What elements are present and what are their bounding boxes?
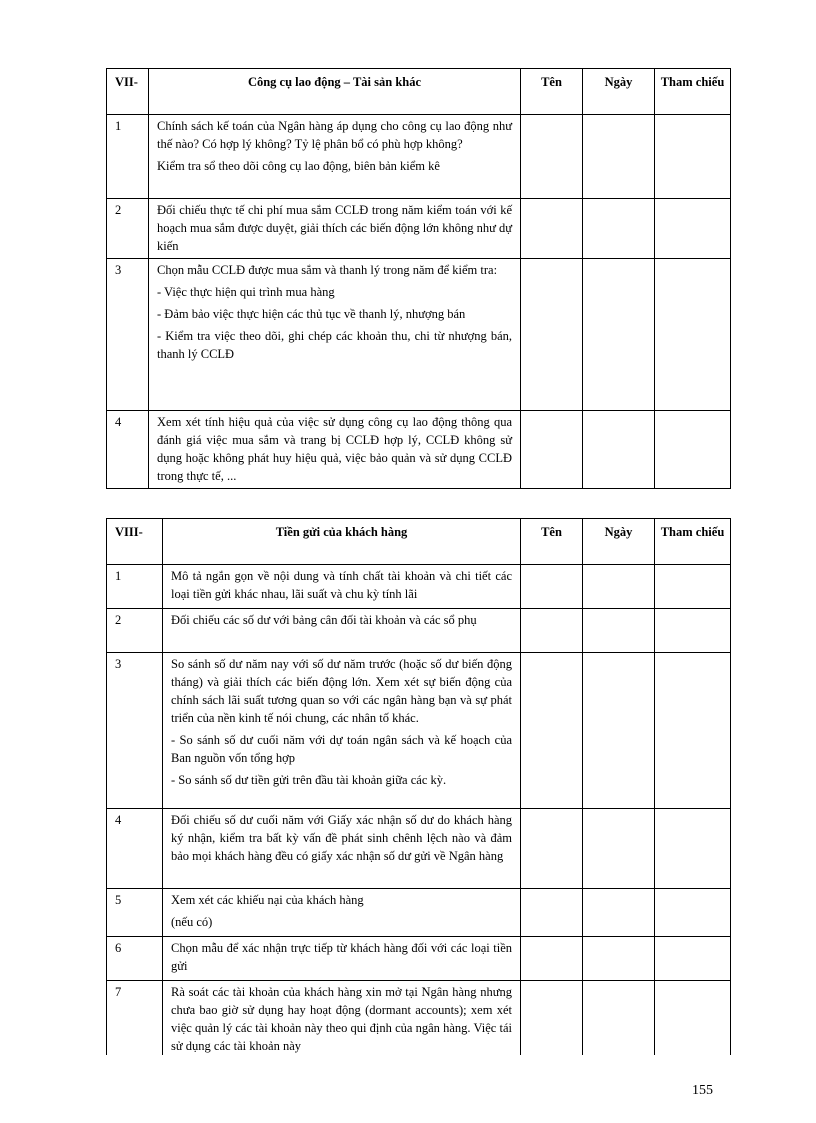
section-title: Tiền gửi của khách hàng: [163, 519, 521, 565]
row-number: 1: [107, 115, 149, 199]
name-cell: [521, 609, 583, 653]
table-row: [107, 259, 731, 411]
header-date: Ngày: [583, 69, 655, 115]
date-cell: [583, 937, 655, 981]
row-text: Chọn mẫu để xác nhận trực tiếp từ khách hàng đối với các loại tiền gửi: [171, 941, 512, 973]
reference-cell: [655, 889, 731, 937]
row-number: 7: [107, 981, 163, 1056]
row-content: [149, 259, 521, 411]
date-cell: [583, 259, 655, 411]
date-cell: [583, 981, 655, 1056]
row-number: 3: [107, 259, 149, 411]
tools-assets-table: [106, 68, 731, 489]
row-content: [163, 889, 521, 937]
table-row: [107, 565, 731, 609]
name-cell: [521, 981, 583, 1056]
row-content: [149, 411, 521, 489]
row-number: 2: [107, 199, 149, 259]
row-text: Xem xét tính hiệu quả của việc sử dụng công cụ lao động thông qua đánh giá việc mua sắm và trang bị CCLĐ hợp lý, CCLĐ không sử dụng hoặc không phát huy hiệu quả, việc bảo quản và sử dụng CCLĐ trong thực tế, ...: [157, 415, 512, 483]
row-text: - Việc thực hiện qui trình mua hàng: [157, 285, 335, 299]
header-reference: Tham chiếu: [655, 69, 731, 115]
name-cell: [521, 809, 583, 889]
name-cell: [521, 411, 583, 489]
row-text: - Kiểm tra việc theo dõi, ghi chép các khoản thu, chi từ nhượng bán, thanh lý CCLĐ: [157, 329, 512, 361]
row-text: Xem xét các khiếu nại của khách hàng: [171, 893, 364, 907]
row-number: 1: [107, 565, 163, 609]
table-row: [107, 115, 731, 199]
row-number: 5: [107, 889, 163, 937]
row-number: 3: [107, 653, 163, 809]
page-number: 155: [692, 1083, 713, 1098]
customer-deposits-table: [106, 518, 731, 1055]
row-content: [163, 653, 521, 809]
table-row: [107, 609, 731, 653]
row-text: Đối chiếu số dư cuối năm với Giấy xác nhận số dư do khách hàng ký nhận, kiểm tra bất kỳ vấn đề phát sinh chênh lệch nào và đảm bảo mọi khách hàng đều có giấy xác nhận số dư gửi về Ngân hàng: [171, 813, 512, 863]
header-date: Ngày: [583, 519, 655, 565]
row-text: Chính sách kế toán của Ngân hàng áp dụng cho công cụ lao động như thế nào? Có hợp lý không? Tỷ lệ phân bổ có phù hợp không?: [157, 119, 512, 151]
reference-cell: [655, 937, 731, 981]
row-content: [163, 609, 521, 653]
reference-cell: [655, 565, 731, 609]
date-cell: [583, 653, 655, 809]
row-text: - Đảm bảo việc thực hiện các thủ tục về thanh lý, nhượng bán: [157, 307, 466, 321]
row-text: So sánh số dư năm nay với số dư năm trước (hoặc số dư biến động tháng) và giải thích các biến động lớn. Xem xét sự biến động của chính sách lãi suất tương quan so với các ngân hàng bạn và sự phát triển của nền kinh tế nói chung, các nhân tố khác.: [171, 657, 512, 725]
row-content: [149, 115, 521, 199]
row-text: Rà soát các tài khoản của khách hàng xin mở tại Ngân hàng nhưng chưa bao giờ sử dụng hay hoạt động (dormant accounts); xem xét việc quản lý các tài khoản này theo qui định của ngân hàng. Việc tái sử dụng các tài khoản này: [171, 985, 512, 1053]
name-cell: [521, 565, 583, 609]
row-number: 2: [107, 609, 163, 653]
date-cell: [583, 565, 655, 609]
table-row: [107, 809, 731, 889]
row-text: Đối chiếu các số dư với bảng cân đối tài khoản và các sổ phụ: [171, 613, 477, 627]
row-text: - So sánh số dư cuối năm với dự toán ngân sách và kế hoạch của Ban nguồn vốn tổng hợp: [171, 733, 512, 765]
date-cell: [583, 115, 655, 199]
row-text: Kiểm tra sổ theo dõi công cụ lao động, biên bản kiểm kê: [157, 159, 440, 173]
reference-cell: [655, 411, 731, 489]
reference-cell: [655, 115, 731, 199]
reference-cell: [655, 199, 731, 259]
date-cell: [583, 809, 655, 889]
date-cell: [583, 199, 655, 259]
section-number: VIII-: [107, 519, 163, 565]
name-cell: [521, 115, 583, 199]
header-reference: Tham chiếu: [655, 519, 731, 565]
reference-cell: [655, 981, 731, 1056]
row-content: [163, 981, 521, 1056]
name-cell: [521, 199, 583, 259]
row-text: - So sánh số dư tiền gửi trên đầu tài khoản giữa các kỳ.: [171, 773, 447, 787]
section-title: Công cụ lao động – Tài sản khác: [149, 69, 521, 115]
table-row: [107, 653, 731, 809]
date-cell: [583, 609, 655, 653]
table-row: [107, 411, 731, 489]
table-row: [107, 981, 731, 1056]
row-text: (nếu có): [171, 915, 213, 929]
date-cell: [583, 411, 655, 489]
header-name: Tên: [521, 519, 583, 565]
row-content: [163, 565, 521, 609]
reference-cell: [655, 259, 731, 411]
row-number: 4: [107, 809, 163, 889]
row-content: [163, 937, 521, 981]
table-header-row: [107, 519, 731, 565]
table-header-row: [107, 69, 731, 115]
table-row: [107, 199, 731, 259]
row-number: 4: [107, 411, 149, 489]
row-content: [149, 199, 521, 259]
row-content: [163, 809, 521, 889]
row-text: Chọn mẫu CCLĐ được mua sắm và thanh lý trong năm để kiểm tra:: [157, 263, 498, 277]
section-number: VII-: [107, 69, 149, 115]
table-row: [107, 937, 731, 981]
name-cell: [521, 937, 583, 981]
name-cell: [521, 259, 583, 411]
row-text: Đối chiếu thực tế chi phí mua sắm CCLĐ trong năm kiểm toán với kế hoạch mua sắm được duyệt, giải thích các biến động lớn không như dự kiến: [157, 203, 512, 253]
name-cell: [521, 889, 583, 937]
reference-cell: [655, 609, 731, 653]
reference-cell: [655, 809, 731, 889]
row-number: 6: [107, 937, 163, 981]
reference-cell: [655, 653, 731, 809]
header-name: Tên: [521, 69, 583, 115]
table-row: [107, 889, 731, 937]
name-cell: [521, 653, 583, 809]
row-text: Mô tả ngắn gọn về nội dung và tính chất tài khoản và chi tiết các loại tiền gửi khác nhau, lãi suất và chu kỳ tính lãi: [171, 569, 512, 601]
date-cell: [583, 889, 655, 937]
